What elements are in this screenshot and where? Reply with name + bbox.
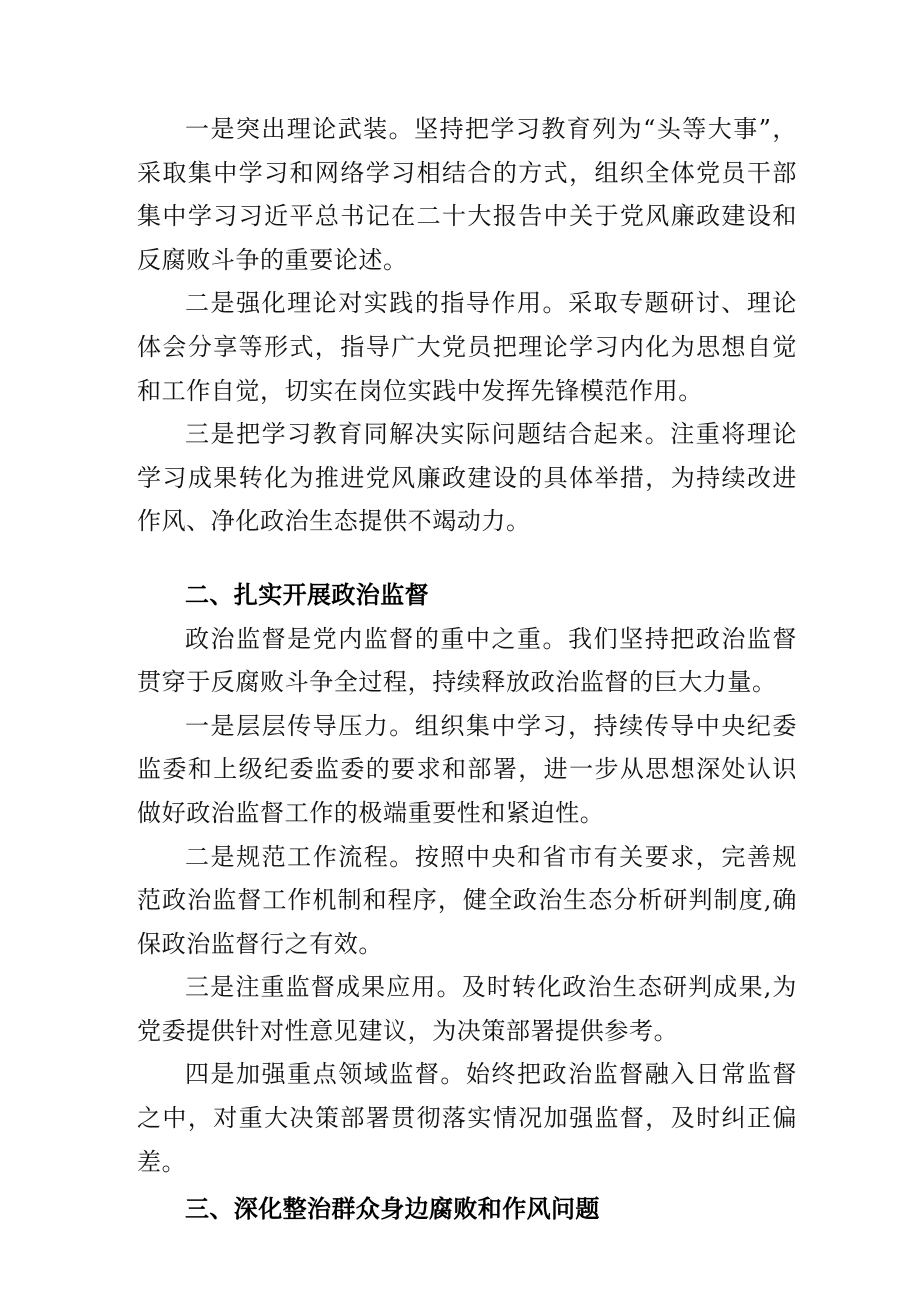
document-page — [137, 108, 797, 1232]
paragraph-problem-solving: 三是把学习教育同解决实际问题结合起来。注重将理论学习成果转化为推进党风廉政建设的具体举措，为持续改进作风、净化政治生态提供不竭动力。 — [137, 420, 797, 536]
paragraph-workflow-standardization: 二是规范工作流程。按照中央和省市有关要求，完善规范政治监督工作机制和程序，健全政治生态分析研判制度,确保政治监督行之有效。 — [137, 842, 797, 958]
paragraph-theory-arming: 一是突出理论武装。坚持把学习教育列为“头等大事”，采取集中学习和网络学习相结合的方式，组织全体党员干部集中学习习近平总书记在二十大报告中关于党风廉政建设和反腐败斗争的重要论述。 — [137, 115, 797, 274]
paragraph-supervision-intro: 政治监督是党内监督的重中之重。我们坚持把政治监督贯穿于反腐败斗争全过程，持续释放政治监督的巨大力量。 — [137, 624, 797, 697]
section-heading-corruption-rectification: 三、深化整治群众身边腐败和作风问题 — [185, 1195, 600, 1224]
paragraph-results-application: 三是注重监督成果应用。及时转化政治生态研判成果,为党委提供针对性意见建议，为决策部署提供参考。 — [137, 973, 797, 1045]
paragraph-theory-guidance: 二是强化理论对实践的指导作用。采取专题研讨、理论体会分享等形式，指导广大党员把理论学习内化为思想自觉和工作自觉，切实在岗位实践中发挥先锋模范作用。 — [137, 289, 797, 405]
paragraph-key-area-supervision: 四是加强重点领域监督。始终把政治监督融入日常监督之中，对重大决策部署贯彻落实情况加强监督，及时纠正偏差。 — [137, 1060, 797, 1176]
paragraph-pressure-transmission: 一是层层传导压力。组织集中学习，持续传导中央纪委监委和上级纪委监委的要求和部署，进一步从思想深处认识做好政治监督工作的极端重要性和紧迫性。 — [137, 711, 797, 827]
section-heading-political-supervision: 二、扎实开展政治监督 — [185, 580, 429, 609]
